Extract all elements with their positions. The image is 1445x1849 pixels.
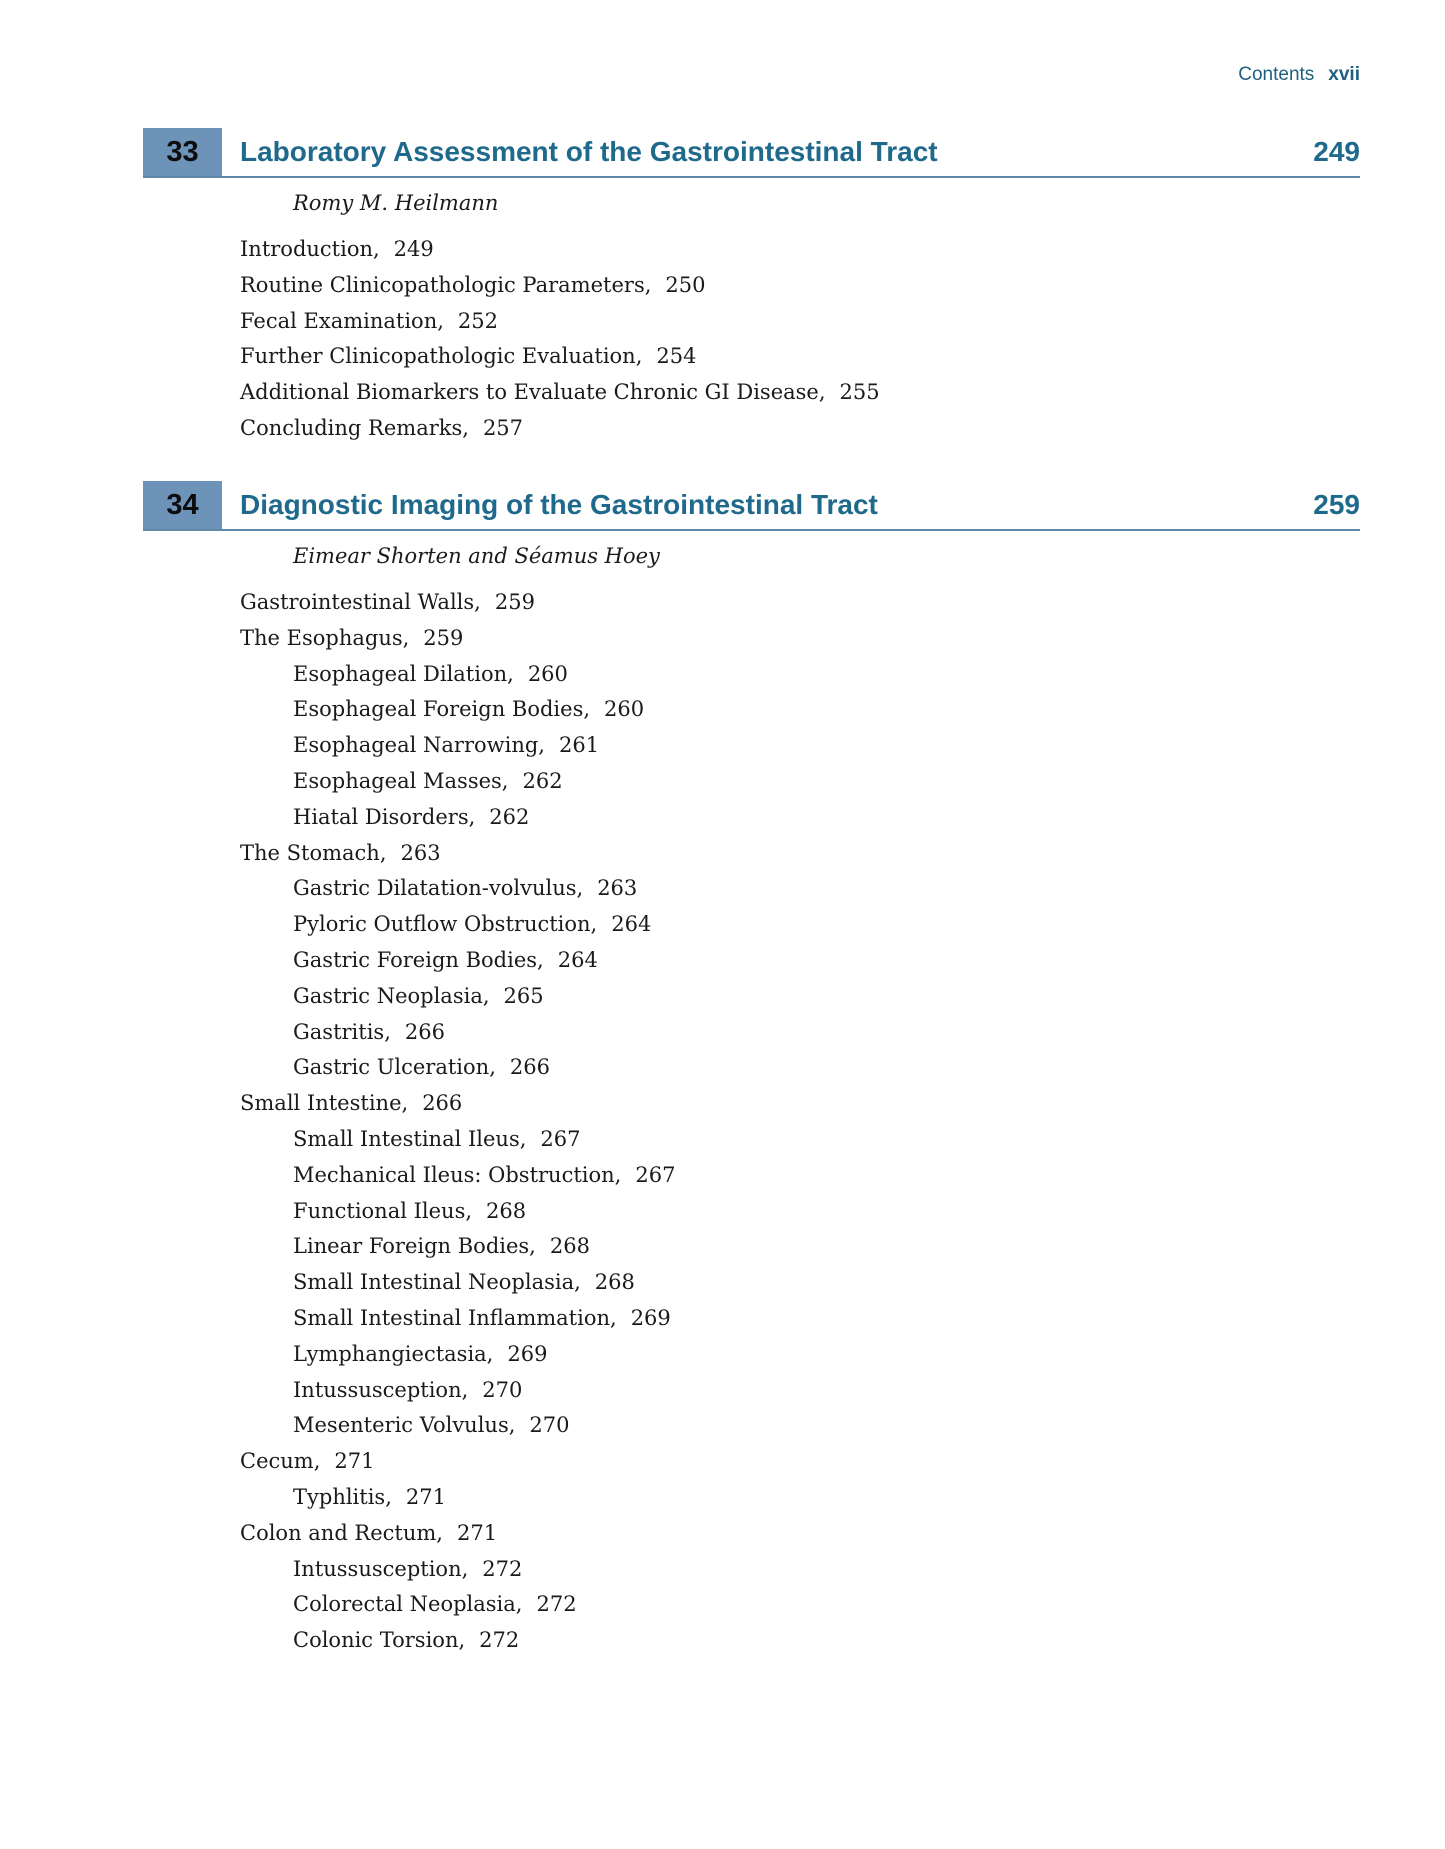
chapter-title[interactable]: Diagnostic Imaging of the Gastrointestinal Tract <box>240 489 878 520</box>
toc-entry-page-number: 271 <box>457 1520 498 1545</box>
chapter-34 <box>143 481 1360 1659</box>
toc-entry[interactable] <box>143 1623 1360 1659</box>
toc-entry-title: Gastrointestinal Walls, <box>240 590 481 614</box>
toc-entry-page-number: 252 <box>457 308 498 333</box>
toc-entry-page-number: 271 <box>405 1484 446 1509</box>
chapter-33 <box>143 128 1360 447</box>
toc-entry-title: Gastric Ulceration, <box>293 1055 496 1080</box>
toc-entry-page-number: 254 <box>656 344 697 369</box>
toc-entry-page-number: 268 <box>594 1270 635 1295</box>
toc-entry-title: Concluding Remarks, <box>240 415 469 440</box>
toc-entry-page-number: 259 <box>423 625 464 650</box>
toc-entry[interactable] <box>143 1265 1360 1301</box>
toc-entry-title: Gastric Foreign Bodies, <box>293 947 544 972</box>
running-header-page-number: xvii <box>1328 64 1360 85</box>
toc-entry-page-number: 270 <box>529 1413 570 1438</box>
toc-entry-title: Further Clinicopathologic Evaluation, <box>240 344 643 369</box>
toc-entry[interactable] <box>143 1229 1360 1265</box>
toc-entry[interactable] <box>143 764 1360 800</box>
toc-entry[interactable] <box>143 657 1360 693</box>
toc-entry-page-number: 262 <box>522 768 563 793</box>
toc-entry-page-number: 263 <box>597 876 638 901</box>
toc-entry-title: Small Intestinal Neoplasia, <box>293 1270 581 1295</box>
toc-entry-title: Pyloric Outflow Obstruction, <box>293 912 598 937</box>
toc-entry-page-number: 266 <box>404 1019 445 1044</box>
toc-entry[interactable] <box>143 304 1360 340</box>
toc-entry[interactable] <box>143 728 1360 764</box>
chapter-heading[interactable] <box>143 481 1360 531</box>
toc-entry[interactable] <box>143 1015 1360 1051</box>
toc-entry-title: Esophageal Masses, <box>293 768 509 793</box>
toc-entry-title: Linear Foreign Bodies, <box>293 1234 536 1259</box>
toc-entry-list <box>143 585 1360 1659</box>
toc-entry-page-number: 257 <box>482 415 524 440</box>
toc-entry-title: Functional Ileus, <box>293 1198 473 1223</box>
toc-entry-title: Typhlitis, <box>293 1484 392 1509</box>
toc-entry-page-number: 268 <box>486 1198 527 1223</box>
toc-entry[interactable] <box>143 232 1360 268</box>
toc-entry-page-number: 249 <box>393 237 434 261</box>
toc-entry-page-number: 267 <box>540 1126 581 1151</box>
toc-entry-page-number: 267 <box>635 1162 676 1187</box>
chapter-number-badge: 34 <box>143 481 222 529</box>
chapter-authors: Romy M. Heilmann <box>293 191 499 215</box>
toc-entry[interactable] <box>143 1480 1360 1516</box>
toc-entry-title: Additional Biomarkers to Evaluate Chronic GI Disease, <box>240 380 826 405</box>
toc-entry-title: Cecum, <box>240 1449 321 1474</box>
toc-entry[interactable] <box>143 979 1360 1015</box>
toc-entry-page-number: 272 <box>482 1556 523 1581</box>
toc-entry-title: Gastritis, <box>293 1019 391 1044</box>
toc-entry[interactable] <box>143 800 1360 836</box>
toc-entry[interactable] <box>143 692 1360 728</box>
toc-entry-title: Routine Clinicopathologic Parameters, <box>240 272 652 297</box>
toc-entry-title: Small Intestinal Ileus, <box>293 1126 527 1151</box>
toc-entry[interactable] <box>143 1086 1360 1122</box>
toc-entry-page-number: 259 <box>494 590 535 614</box>
toc-entry-title: Hiatal Disorders, <box>293 804 476 829</box>
toc-entry[interactable] <box>143 1050 1360 1086</box>
toc-entry[interactable] <box>143 1301 1360 1337</box>
chapter-title[interactable]: Laboratory Assessment of the Gastrointestinal Tract <box>240 136 938 167</box>
toc-entry[interactable] <box>143 1373 1360 1409</box>
toc-entry[interactable] <box>143 1408 1360 1444</box>
toc-entry-title: Colorectal Neoplasia, <box>293 1592 523 1617</box>
toc-entry-title: Esophageal Foreign Bodies, <box>293 697 591 722</box>
toc-entry[interactable] <box>143 943 1360 979</box>
toc-entry[interactable] <box>143 585 1360 621</box>
toc-entry[interactable] <box>143 1516 1360 1552</box>
toc-entry[interactable] <box>143 1337 1360 1373</box>
toc-entry[interactable] <box>143 871 1360 907</box>
toc-entry-page-number: 268 <box>549 1234 590 1259</box>
toc-entry-title: Mechanical Ileus: Obstruction, <box>293 1162 622 1187</box>
toc-entry-title: Small Intestine, <box>240 1091 409 1116</box>
running-header-label: Contents <box>1238 64 1315 85</box>
toc-entry-page-number: 262 <box>489 804 530 829</box>
toc-entry[interactable] <box>143 907 1360 943</box>
running-header <box>1238 64 1360 86</box>
toc-entry-list <box>143 232 1360 447</box>
toc-entry-title: Mesenteric Volvulus, <box>293 1413 516 1438</box>
toc-entry[interactable] <box>143 1552 1360 1588</box>
toc-entry-page-number: 269 <box>507 1341 548 1366</box>
toc-entry-title: Esophageal Dilation, <box>293 661 514 686</box>
toc-entry[interactable] <box>143 339 1360 375</box>
toc-entry-title: Gastric Dilatation-volvulus, <box>293 876 584 901</box>
toc-entry-title: Introduction, <box>240 237 380 261</box>
toc-entry[interactable] <box>143 621 1360 657</box>
chapter-number-badge: 33 <box>143 128 222 176</box>
toc-entry-page-number: 269 <box>630 1305 671 1330</box>
toc-entry-title: The Esophagus, <box>240 625 410 650</box>
toc-entry[interactable] <box>143 1587 1360 1623</box>
toc-entry[interactable] <box>143 268 1360 304</box>
toc-entry-title: Colon and Rectum, <box>240 1520 443 1545</box>
toc-entry-title: Fecal Examination, <box>240 308 444 333</box>
toc-entry-page-number: 270 <box>482 1377 523 1402</box>
toc-entry-page-number: 272 <box>479 1628 520 1653</box>
toc-entry[interactable] <box>143 836 1360 872</box>
toc-entry-title: Colonic Torsion, <box>293 1628 466 1653</box>
toc-entry-page-number: 264 <box>557 947 598 972</box>
toc-entry-page-number: 271 <box>334 1449 375 1474</box>
toc-entry[interactable] <box>143 1194 1360 1230</box>
toc-entry-page-number: 260 <box>527 661 568 686</box>
toc-entry[interactable] <box>143 1122 1360 1158</box>
toc-entry-title: The Stomach, <box>240 840 387 865</box>
toc-entry[interactable] <box>143 375 1360 411</box>
toc-entry-page-number: 250 <box>665 272 706 297</box>
toc-entry-page-number: 272 <box>536 1592 577 1617</box>
toc-entry-title: Gastric Neoplasia, <box>293 983 490 1008</box>
toc-entry-page-number: 260 <box>604 697 645 722</box>
chapter-page-number: 249 <box>1313 136 1360 167</box>
toc-entry-title: Lymphangiectasia, <box>293 1341 494 1366</box>
toc-entry[interactable] <box>143 411 1360 447</box>
chapter-authors: Eimear Shorten and Séamus Hoey <box>293 544 660 568</box>
toc-entry-page-number: 266 <box>509 1055 550 1080</box>
toc-entry-title: Small Intestinal Inflammation, <box>293 1305 617 1330</box>
chapter-page-number: 259 <box>1313 489 1360 520</box>
chapter-heading[interactable] <box>143 128 1360 178</box>
toc-entry-page-number: 264 <box>611 912 652 937</box>
toc-entry-page-number: 255 <box>839 380 880 405</box>
toc-entry-title: Intussusception, <box>293 1556 469 1581</box>
toc-entry[interactable] <box>143 1444 1360 1480</box>
toc-entry[interactable] <box>143 1158 1360 1194</box>
toc-entry-page-number: 261 <box>558 733 600 758</box>
toc-entry-title: Intussusception, <box>293 1377 469 1402</box>
toc-entry-page-number: 263 <box>400 840 441 865</box>
toc-entry-page-number: 265 <box>503 983 544 1008</box>
toc-entry-page-number: 266 <box>422 1091 463 1116</box>
toc-entry-title: Esophageal Narrowing, <box>293 733 545 758</box>
